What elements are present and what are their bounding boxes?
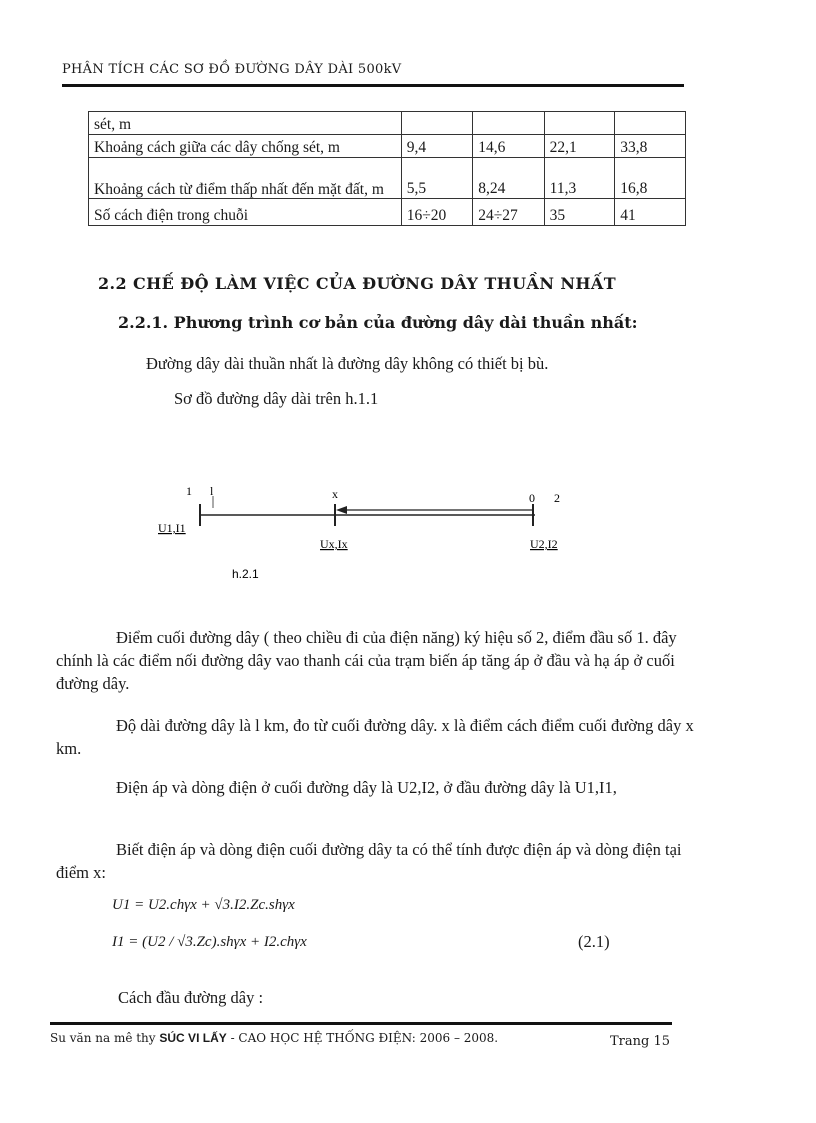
paragraph: Độ dài đường dây là l km, đo từ cuối đường dây. x là điểm cách điểm cuối đường dây x km. <box>56 716 694 758</box>
table-cell: 16,8 <box>615 158 686 199</box>
label-u2-i2: U2,I2 <box>530 537 558 551</box>
table-cell: 9,4 <box>401 135 472 158</box>
spec-table <box>88 111 686 226</box>
footer <box>50 1031 498 1045</box>
table-cell: 8,24 <box>473 158 544 199</box>
header-rule <box>62 84 684 87</box>
paragraph: Điểm cuối đường dây ( theo chiều đi của điện năng) ký hiệu số 2, điểm đầu số 1. đây chính là các điểm nối đường dây vao thanh cái của trạm biến áp tăng áp ở đầu và hạ áp ở cuối đường dây. <box>56 628 677 693</box>
table-cell <box>544 112 615 135</box>
label-zero: 0 <box>529 491 535 505</box>
equation-number: (2.1) <box>578 932 610 951</box>
label-x: x <box>332 487 338 501</box>
table-cell-label: sét, m <box>89 112 402 135</box>
table-cell: 16÷20 <box>401 199 472 226</box>
paragraph: Biết điện áp và dòng điện cuối đường dây ta có thể tính được điện áp và dòng điện tại điểm x: <box>56 840 682 882</box>
table-row <box>89 135 686 158</box>
table-cell-label: Số cách điện trong chuỗi <box>89 199 402 226</box>
table-cell-label: Khoảng cách từ điểm thấp nhất đến mặt đất, m <box>89 158 402 199</box>
footer-suffix: - CAO HỌC HỆ THỐNG ĐIỆN: 2006 – 2008. <box>230 1031 499 1045</box>
paragraph: Đường dây dài thuần nhất là đường dây không có thiết bị bù. <box>146 354 549 373</box>
table-row <box>89 199 686 226</box>
section-title: 2.2 CHẾ ĐỘ LÀM VIỆC CỦA ĐƯỜNG DÂY THUẦN NHẤT <box>98 274 616 293</box>
label-node-2: 2 <box>554 491 560 505</box>
arrowhead-icon <box>336 506 347 514</box>
table-cell: 22,1 <box>544 135 615 158</box>
label-node-1: 1 <box>186 484 192 498</box>
equation-current: I1 = (U2 / √3.Zc).shγx + I2.chγx <box>112 934 307 950</box>
table-cell <box>401 112 472 135</box>
table-row <box>89 112 686 135</box>
paragraph: Điện áp và dòng điện ở cuối đường dây là U2,I2, ở đầu đường dây là U1,I1, <box>116 778 617 797</box>
equation-voltage: U1 = U2.chγx + √3.I2.Zc.shγx <box>112 897 295 913</box>
table-cell: 24÷27 <box>473 199 544 226</box>
table-cell: 11,3 <box>544 158 615 199</box>
table-row <box>89 158 686 199</box>
label-length: l <box>210 484 214 498</box>
table-cell: 35 <box>544 199 615 226</box>
label-ux-ix: Ux,Ix <box>320 537 348 551</box>
page-header: PHÂN TÍCH CÁC SƠ ĐỒ ĐƯỜNG DÂY DÀI 500kV <box>62 62 402 77</box>
page-number: Trang 15 <box>610 1034 671 1049</box>
footer-rule <box>50 1022 672 1025</box>
table-cell-label: Khoảng cách giữa các dây chống sét, m <box>89 135 402 158</box>
paragraph: Cách đầu đường dây : <box>118 988 264 1007</box>
table-cell: 14,6 <box>473 135 544 158</box>
footer-author: SÚC VI LẤY <box>159 1031 227 1045</box>
table-cell: 5,5 <box>401 158 472 199</box>
paragraph: Sơ đồ đường dây dài trên h.1.1 <box>174 389 379 408</box>
figure-caption: h.2.1 <box>232 567 259 581</box>
line-diagram <box>150 480 610 590</box>
table-cell: 41 <box>615 199 686 226</box>
table-cell <box>615 112 686 135</box>
table-cell <box>473 112 544 135</box>
subsection-title: 2.2.1. Phương trình cơ bản của đường dây dài thuần nhất: <box>118 313 638 332</box>
label-u1-i1: U1,I1 <box>158 521 186 535</box>
table-cell: 33,8 <box>615 135 686 158</box>
footer-prefix: Su văn na mê thy <box>50 1031 156 1045</box>
